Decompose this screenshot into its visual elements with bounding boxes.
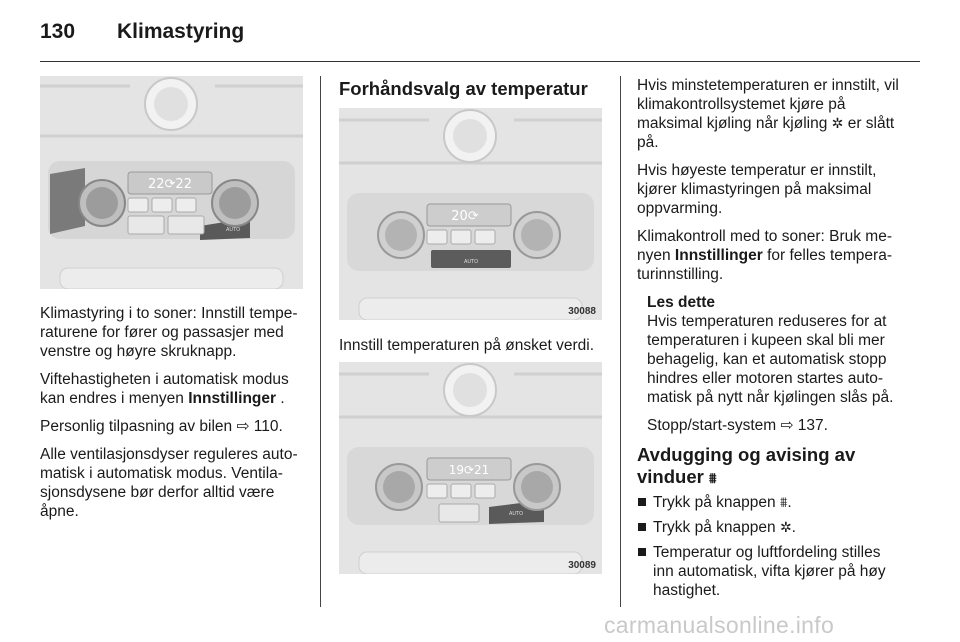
list-item: Temperatur og luftfordeling stilles inn automatisk, vifta kjører på høy hastighet. <box>637 543 905 600</box>
left-column-text <box>40 304 308 530</box>
page-title: Klimastyring <box>117 20 245 43</box>
column-divider-left <box>320 76 321 607</box>
paragraph-personalisation: Personlig tilpasning av bilen ⇨ 110. <box>40 418 283 435</box>
defog-steps-list <box>637 493 905 600</box>
header-rule <box>40 61 920 62</box>
paragraph-dual-zone-menu: Klimakontroll med to soner: Bruk me-nyen Innstillinger for felles tempera-turinnstilling. <box>637 228 892 283</box>
climate-panel-illustration <box>339 362 602 574</box>
note-body: Hvis temperaturen reduseres for at temperaturen i kupeen skal bli mer behagelig, kan et automatisk stopp hindres eller motoren startes auto-matisk på nytt når kjølingen slås på. <box>647 313 894 406</box>
climate-panel-photo-dual <box>40 76 303 289</box>
display-readout: 20⟳ <box>451 209 479 224</box>
section-heading-defog: Avdugging og avising av vinduer ⩩ <box>637 444 856 487</box>
caption-set-temperature: Innstill temperaturen på ønsket verdi. <box>339 337 595 354</box>
column-divider-right <box>620 76 621 607</box>
watermark: carmanualsonline.info <box>604 612 835 638</box>
snowflake-icon: ✲ <box>779 519 792 535</box>
paragraph-fan-speed: Viftehastigheten i automatisk modus kan endres i menyen Innstillinger . <box>40 371 289 407</box>
figure-number: 30088 <box>568 306 596 317</box>
list-item: Trykk på knappen ⩩. <box>637 493 905 512</box>
note-title: Les dette <box>647 294 716 311</box>
paragraph-min-temperature: Hvis minstetemperaturen er innstilt, vil klimakontrollsystemet kjøre på maksimal kjøling når kjøling ✲ er slått på. <box>637 77 899 151</box>
climate-panel-illustration <box>339 108 602 320</box>
windshield-defrost-icon: ⩩ <box>708 470 717 486</box>
snowflake-icon: ✲ <box>831 115 844 131</box>
list-item: Trykk på knappen ✲. <box>637 518 905 537</box>
paragraph-vents: Alle ventilasjonsdyser reguleres auto-matisk i automatisk modus. Ventila-sjonsdysene bør derfor alltid være åpne. <box>40 446 298 520</box>
climate-panel-photo-dual-auto <box>339 362 602 574</box>
auto-button-label: AUTO <box>226 227 241 233</box>
right-column-text <box>637 76 905 606</box>
section-heading-preset-temperature: Forhåndsvalg av temperatur <box>339 78 588 99</box>
note-link-stop-start: Stopp/start-system ⇨ 137. <box>647 417 828 434</box>
auto-button-label: AUTO <box>463 259 479 265</box>
windshield-defrost-icon: ⩩ <box>779 494 788 510</box>
page-number: 130 <box>40 20 76 43</box>
paragraph-dual-zone: Klimastyring i to soner: Innstill tempe-raturene for fører og passasjer med venstre og høyre skruknapp. <box>40 305 298 360</box>
menu-link-innstillinger: Innstillinger <box>674 247 763 264</box>
figure-number: 30089 <box>568 560 596 571</box>
auto-button-label: AUTO <box>509 511 524 517</box>
display-readout: 19⟳21 <box>448 463 490 477</box>
display-readout: 22⟳22 <box>148 177 192 192</box>
climate-panel-illustration <box>40 76 303 289</box>
note-box <box>637 293 905 435</box>
climate-panel-photo-single <box>339 108 602 320</box>
paragraph-max-temperature: Hvis høyeste temperatur er innstilt, kjører klimastyringen på maksimal oppvarming. <box>637 162 877 217</box>
menu-link-innstillinger: Innstillinger <box>188 390 277 407</box>
